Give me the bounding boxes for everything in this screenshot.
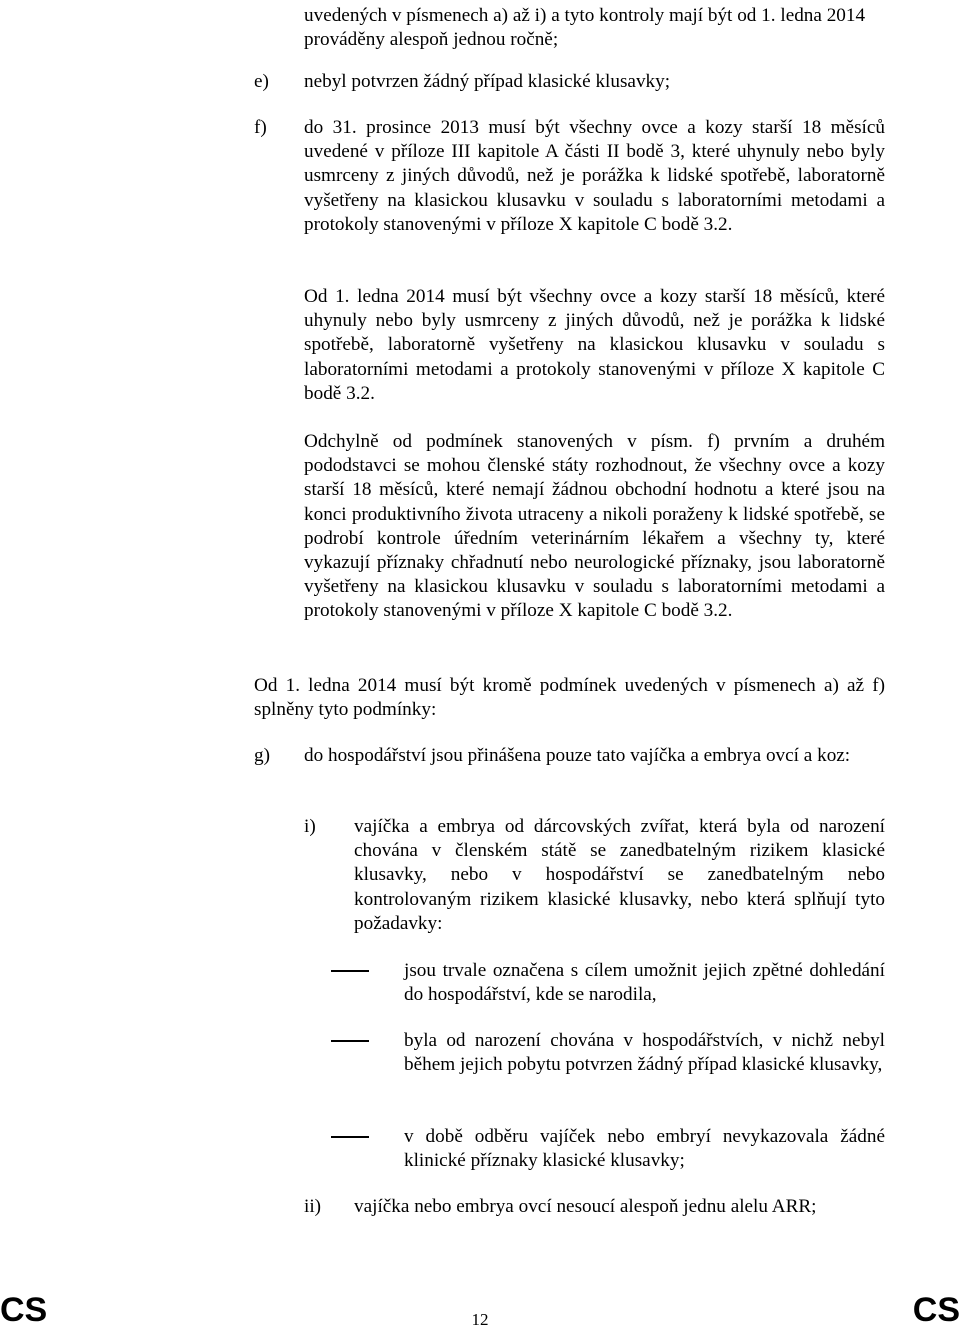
item-f-label: f) <box>254 117 267 138</box>
dash-item-2: byla od narození chována v hospodářstvích, v nichž nebyl během jejich pobytu potvrzen žádný případ klasické klusavky, <box>404 1030 885 1076</box>
item-f-paragraph-3: Odchylně od podmínek stanovených v písm. f) prvním a druhém pododstavci se mohou členské státy rozhodnout, že všechny ovce a kozy starší 18 měsíců, které nemají žádnou obchodní hodnotu a které jsou na konci produktivního života utraceny a nikoli poraženy k lidské spotřebě, se podrobí kontrole úředním veterinárním lékařem a všechny ty, které vykazují příznaky chřadnutí nebo neurologické příznaky, jsou laboratorně vyšetřeny na klasickou klusavku v souladu s laboratorními metodami a protokoly stanovenými v příloze X kapitole C bodě 3.2. <box>304 431 885 622</box>
sub-item-ii-text: vajíčka nebo embrya ovcí nesoucí alespoň jednu alelu ARR; <box>354 1196 817 1217</box>
item-g-text: do hospodářství jsou přinášena pouze tato vajíčka a embrya ovcí a koz: <box>304 745 851 766</box>
from-2014-intro: Od 1. ledna 2014 musí být kromě podmínek uvedených v písmenech a) až f) splněny tyto podmínky: <box>254 675 885 721</box>
dash-bullet <box>331 1040 369 1042</box>
sub-item-ii-label: ii) <box>304 1196 322 1217</box>
item-g-label: g) <box>254 745 270 766</box>
intro-continuation: uvedených v písmenech a) až i) a tyto kontroly mají být od 1. ledna 2014 prováděny alespoň jednou ročně; <box>304 5 866 51</box>
item-e-text: nebyl potvrzen žádný případ klasické klusavky; <box>304 71 671 92</box>
dash-item-1: jsou trvale označena s cílem umožnit jejich zpětné dohledání do hospodářství, kde se narodila, <box>404 960 885 1006</box>
footer-language-code-left: CS <box>0 1291 48 1329</box>
item-e-label: e) <box>254 71 269 92</box>
item-f-paragraph-1: do 31. prosince 2013 musí být všechny ovce a kozy starší 18 měsíců uvedené v příloze III kapitole A části II bodě 3, které uhynuly nebo byly usmrceny z jiných důvodů, než je porážka k lidské spotřebě, laboratorně vyšetřeny na klasickou klusavku v souladu s laboratorními metodami a protokoly stanovenými v příloze X kapitole C bodě 3.2. <box>304 117 885 235</box>
dash-bullet <box>331 1136 369 1138</box>
sub-item-i-text: vajíčka a embrya od dárcovských zvířat, která byla od narození chována v členském státě se zanedbatelným rizikem klasické klusavky, nebo v hospodářství se zanedbatelným nebo kontrolovaným rizikem klasické klusavky, nebo která splňují tyto požadavky: <box>354 816 885 934</box>
sub-item-i-label: i) <box>304 816 316 837</box>
footer-language-code-right: CS <box>912 1291 960 1329</box>
dash-item-3: v době odběru vajíček nebo embryí nevykazovala žádné klinické příznaky klasické klusavky; <box>404 1126 885 1172</box>
page-number: 12 <box>471 1310 489 1329</box>
dash-bullet <box>331 970 369 972</box>
item-f-paragraph-2: Od 1. ledna 2014 musí být všechny ovce a kozy starší 18 měsíců, které uhynuly nebo byly usmrceny z jiných důvodů, než je porážka k lidské spotřebě, laboratorně vyšetřeny na klasickou klusavku v souladu s laboratorními metodami a protokoly stanovenými v příloze X kapitole C bodě 3.2. <box>304 286 885 404</box>
